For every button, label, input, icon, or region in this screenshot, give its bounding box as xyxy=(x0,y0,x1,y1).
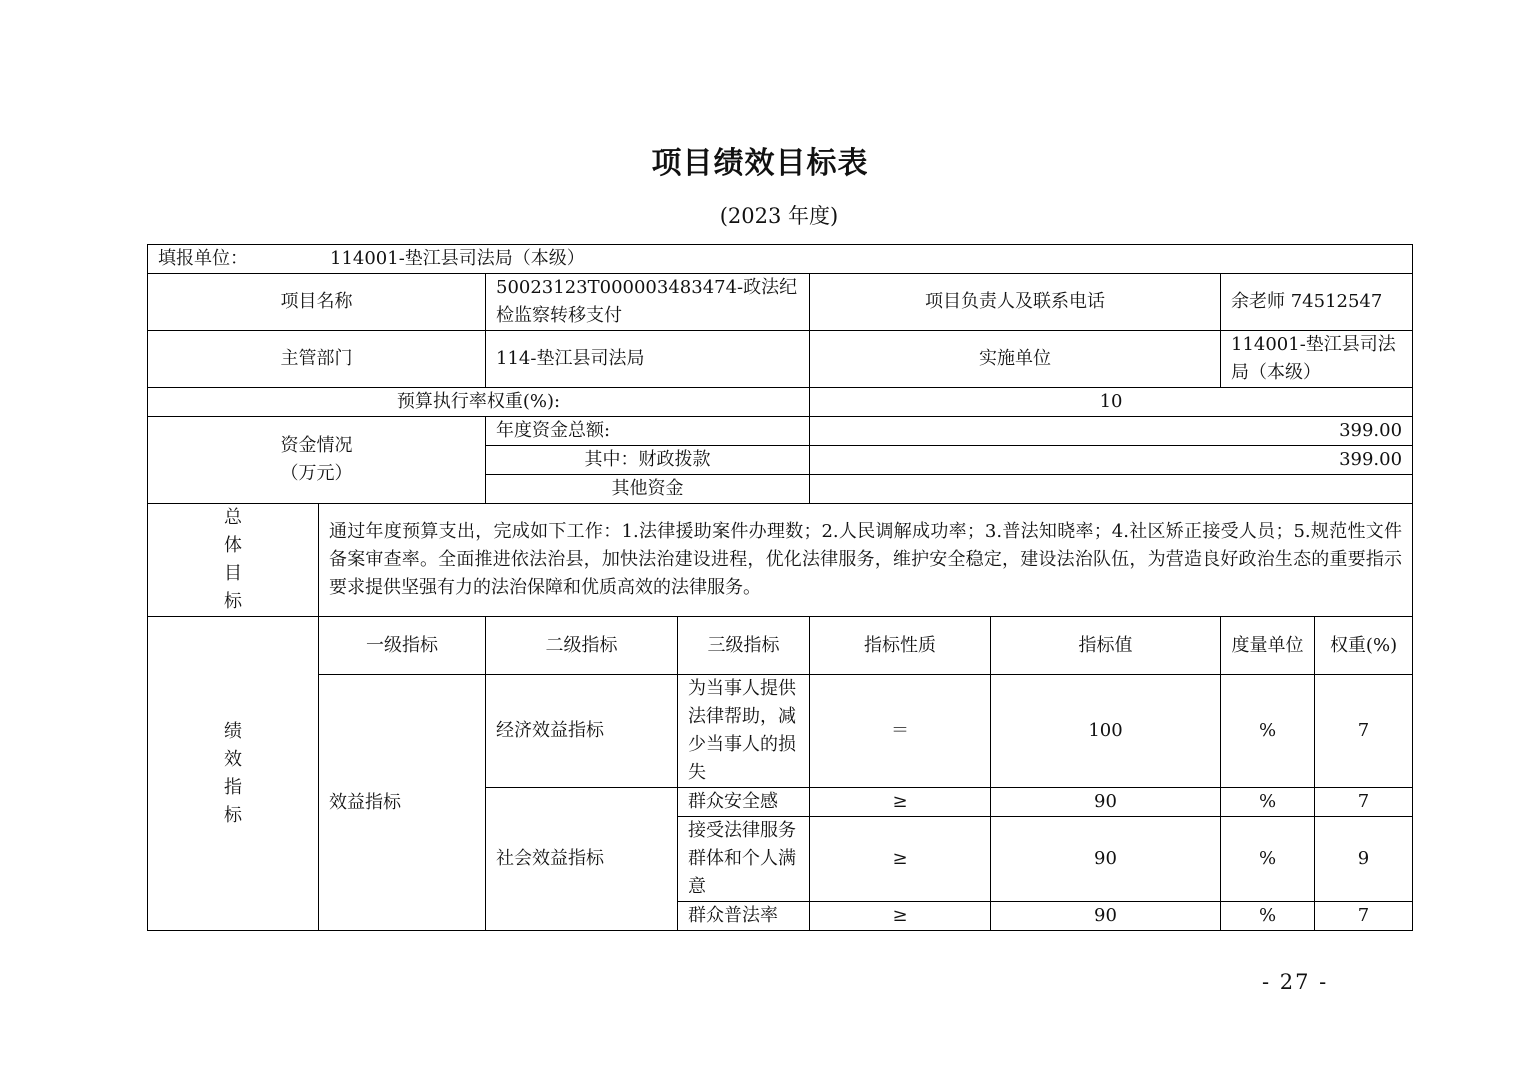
header-weight: 权重(%) xyxy=(1315,617,1413,675)
contact-label: 项目负责人及联系电话 xyxy=(810,274,1221,331)
funds-label xyxy=(148,417,486,504)
overall-goal-char: 总 xyxy=(224,507,242,528)
header-value: 指标值 xyxy=(991,617,1221,675)
nature-cell: ≥ xyxy=(810,788,991,817)
funds-fiscal-value: 399.00 xyxy=(810,446,1413,475)
level1-cell: 效益指标 xyxy=(319,675,486,931)
funds-fiscal-label: 其中：财政拨款 xyxy=(486,446,810,475)
funds-total-row xyxy=(148,417,1413,446)
budget-weight-label: 预算执行率权重(%): xyxy=(148,388,810,417)
dept-label: 主管部门 xyxy=(148,331,486,388)
indicator-label xyxy=(148,617,319,931)
project-name-label: 项目名称 xyxy=(148,274,486,331)
overall-goal-row xyxy=(148,504,1413,617)
overall-goal-char: 目 xyxy=(224,563,242,584)
department-row xyxy=(148,331,1413,388)
value-cell: 90 xyxy=(991,817,1221,902)
project-name-row xyxy=(148,274,1413,331)
page-title: 项目绩效目标表 xyxy=(651,146,869,181)
value-cell: 90 xyxy=(991,788,1221,817)
filler-value: 114001-垫江县司法局（本级） xyxy=(330,248,585,269)
level3-cell: 群众安全感 xyxy=(678,788,810,817)
overall-goal-char: 体 xyxy=(224,535,242,556)
impl-value: 114001-垫江县司法局（本级） xyxy=(1221,331,1413,388)
weight-cell: 7 xyxy=(1315,902,1413,931)
nature-cell: ≥ xyxy=(810,817,991,902)
weight-cell: 7 xyxy=(1315,675,1413,788)
header-level2: 二级指标 xyxy=(486,617,678,675)
indicator-label-char: 绩 xyxy=(224,720,242,742)
weight-cell: 9 xyxy=(1315,817,1413,902)
unit-cell: % xyxy=(1221,902,1315,931)
indicator-label-char: 指 xyxy=(224,776,242,798)
nature-cell: ≥ xyxy=(810,902,991,931)
weight-cell: 7 xyxy=(1315,788,1413,817)
indicator-header-row xyxy=(148,617,1413,675)
funds-total-value: 399.00 xyxy=(810,417,1413,446)
contact-value: 余老师 74512547 xyxy=(1221,274,1413,331)
header-nature: 指标性质 xyxy=(810,617,991,675)
page-subtitle: (2023 年度) xyxy=(719,204,839,228)
header-level1: 一级指标 xyxy=(319,617,486,675)
header-level3: 三级指标 xyxy=(678,617,810,675)
table-row xyxy=(148,675,1413,788)
funds-other-value xyxy=(810,475,1413,504)
funds-other-label: 其他资金 xyxy=(486,475,810,504)
performance-target-table xyxy=(147,244,1413,931)
value-cell: 100 xyxy=(991,675,1221,788)
overall-goal-label xyxy=(148,504,319,617)
indicator-label-char: 效 xyxy=(224,748,242,770)
funds-label-line1: 资金情况 xyxy=(280,435,353,456)
filler-cell xyxy=(148,245,1413,274)
page-number: - 27 - xyxy=(1262,970,1329,994)
level2-cell: 社会效益指标 xyxy=(486,788,678,931)
funds-total-label: 年度资金总额: xyxy=(486,417,810,446)
unit-cell: % xyxy=(1221,817,1315,902)
impl-label: 实施单位 xyxy=(810,331,1221,388)
nature-cell: ＝ xyxy=(810,675,991,788)
overall-goal-char: 标 xyxy=(224,591,242,612)
dept-value: 114-垫江县司法局 xyxy=(486,331,810,388)
level3-cell: 接受法律服务群体和个人满意 xyxy=(678,817,810,902)
header-unit: 度量单位 xyxy=(1221,617,1315,675)
level2-cell: 经济效益指标 xyxy=(486,675,678,788)
value-cell: 90 xyxy=(991,902,1221,931)
indicator-label-char: 标 xyxy=(224,804,242,826)
budget-weight-value: 10 xyxy=(810,388,1413,417)
overall-goal-text: 通过年度预算支出，完成如下工作：1.法律援助案件办理数；2.人民调解成功率；3.普法知晓率；4.社区矫正接受人员；5.规范性文件备案审查率。全面推进依法治县，加快法治建设进程，优化法律服务，维护安全稳定，建设法治队伍，为营造良好政治生态的重要指示要求提供坚强有力的法治保障和优质高效的法律服务。 xyxy=(319,504,1413,617)
filler-row xyxy=(148,245,1413,274)
budget-weight-row xyxy=(148,388,1413,417)
funds-label-line2: （万元） xyxy=(280,463,353,484)
unit-cell: % xyxy=(1221,675,1315,788)
level3-cell: 群众普法率 xyxy=(678,902,810,931)
level3-cell: 为当事人提供法律帮助，减少当事人的损失 xyxy=(678,675,810,788)
unit-cell: % xyxy=(1221,788,1315,817)
filler-label: 填报单位： xyxy=(158,248,248,269)
project-name-value: 50023123T000003483474-政法纪检监察转移支付 xyxy=(486,274,810,331)
